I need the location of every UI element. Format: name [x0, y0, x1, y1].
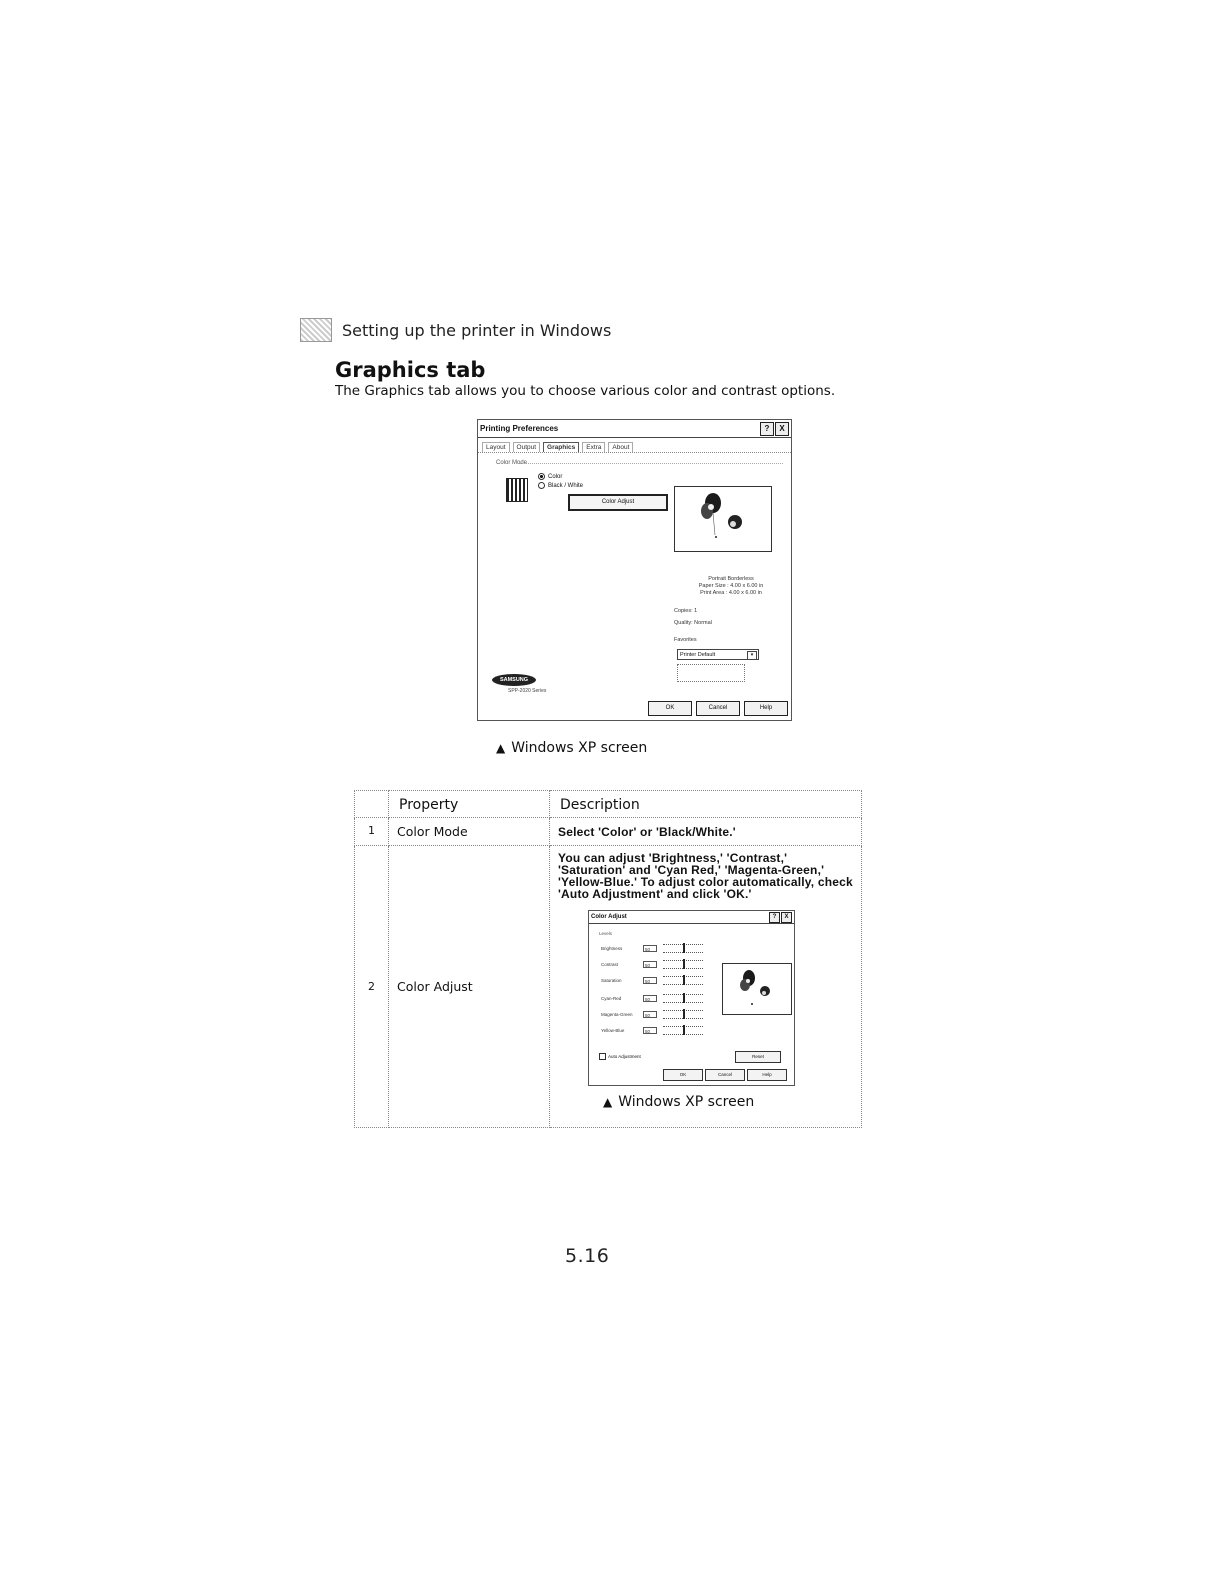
slider-label: Magenta-Green: [601, 1012, 633, 1017]
tab-output[interactable]: Output: [513, 442, 541, 452]
description-text: Select 'Color' or 'Black/White.': [558, 825, 736, 839]
ca-title: Color Adjust: [591, 914, 627, 920]
figure-caption: [603, 1094, 898, 1110]
slider-thumb[interactable]: [683, 1025, 685, 1035]
chevron-down-icon: ▾: [747, 651, 757, 660]
tab-layout[interactable]: Layout: [482, 442, 510, 452]
ca-titlebar: [589, 911, 794, 924]
radio-empty-icon: [538, 482, 545, 489]
triangle-icon: ▲: [603, 1095, 613, 1109]
table-header-row: [355, 791, 862, 818]
cancel-button[interactable]: Cancel: [696, 701, 740, 716]
section-intro: The Graphics tab allows you to choose various color and contrast options.: [335, 383, 836, 399]
radio-bw-label: Black / White: [548, 482, 584, 489]
quality-text: Quality: Normal: [674, 620, 712, 626]
color-adjust-dialog: [588, 910, 795, 1086]
samsung-logo: SAMSUNG: [492, 674, 536, 686]
slider-value-input[interactable]: 50: [643, 1011, 657, 1018]
slider-thumb[interactable]: [683, 993, 685, 1003]
preview-image: [723, 964, 791, 1014]
slider-thumb[interactable]: [683, 975, 685, 985]
cancel-button[interactable]: Cancel: [705, 1069, 745, 1081]
row-description: [550, 818, 862, 846]
tab-graphics[interactable]: Graphics: [543, 442, 579, 452]
dialog-title: Printing Preferences: [480, 424, 559, 433]
cyan-red-slider[interactable]: [663, 994, 703, 1003]
caption-text: Windows XP screen: [618, 1094, 755, 1110]
ok-button[interactable]: OK: [663, 1069, 703, 1081]
slider-value-input[interactable]: 50: [643, 961, 657, 968]
color-adjust-button[interactable]: Color Adjust: [568, 494, 668, 511]
auto-adjustment-label: Auto Adjustment: [608, 1054, 641, 1059]
copies-text: Copies: 1: [674, 608, 698, 614]
section-heading: Graphics tab: [335, 358, 486, 382]
page-number: 5.16: [565, 1245, 610, 1267]
slider-label: Brightness: [601, 946, 623, 951]
print-preview: [674, 486, 772, 552]
row-number: 2: [355, 846, 389, 1128]
paper-info: [676, 576, 786, 597]
preview-image: [675, 487, 771, 551]
contrast-slider[interactable]: [663, 960, 703, 969]
radio-color-label: Color: [548, 473, 563, 480]
yellow-blue-slider[interactable]: [663, 1026, 703, 1035]
saturation-slider[interactable]: [663, 976, 703, 985]
checkbox-icon: [599, 1053, 606, 1060]
slider-value-input[interactable]: 50: [643, 1027, 657, 1034]
color-mode-label: Color Mode: [496, 460, 528, 466]
color-preview: [722, 963, 792, 1015]
dialog-tabs: [478, 438, 791, 453]
slider-thumb[interactable]: [683, 1009, 685, 1019]
magenta-green-slider[interactable]: [663, 1010, 703, 1019]
slider-label: Cyan-Red: [601, 996, 622, 1001]
help-icon[interactable]: ?: [769, 912, 780, 923]
header-num-cell: [355, 791, 389, 818]
figure-caption: [496, 740, 647, 756]
auto-adjustment-checkbox[interactable]: [599, 1053, 641, 1060]
property-table: [354, 790, 862, 1128]
slider-row-brightness: [601, 944, 703, 953]
group-divider: [518, 463, 783, 464]
description-text: You can adjust 'Brightness,' 'Contrast,' 'Saturation' and 'Cyan Red,' 'Magenta-Green,' 'Yellow-Blue.' To adjust color automatically, check 'Auto Adjustment' and click 'OK.': [558, 851, 853, 901]
slider-thumb[interactable]: [683, 943, 685, 953]
slider-value-input[interactable]: 50: [643, 995, 657, 1002]
help-icon[interactable]: ?: [760, 422, 774, 436]
favorites-label: Favorites: [674, 637, 697, 643]
dialog-titlebar: [478, 420, 791, 438]
radio-black-white[interactable]: [538, 482, 583, 489]
caption-text: Windows XP screen: [511, 740, 648, 756]
levels-label: Levels: [599, 931, 613, 936]
chapter-header: [300, 318, 611, 342]
slider-row-contrast: [601, 960, 703, 969]
slider-value-input[interactable]: 50: [643, 945, 657, 952]
table-row: [355, 818, 862, 846]
brightness-slider[interactable]: [663, 944, 703, 953]
favorites-input[interactable]: [677, 664, 745, 682]
slider-row-yellow-blue: [601, 1026, 703, 1035]
close-icon[interactable]: X: [781, 912, 792, 923]
tab-extra[interactable]: Extra: [582, 442, 605, 452]
header-description: Description: [550, 791, 862, 818]
slider-row-magenta-green: [601, 1010, 703, 1019]
help-button[interactable]: Help: [744, 701, 788, 716]
row-property: Color Mode: [389, 818, 550, 846]
orientation-text: Portrait Borderless: [708, 576, 754, 582]
radio-selected-icon: [538, 473, 545, 480]
slider-label: Saturation: [601, 978, 622, 983]
row-property: Color Adjust: [389, 846, 550, 1128]
slider-row-cyan-red: [601, 994, 703, 1003]
header-property: Property: [389, 791, 550, 818]
favorites-select[interactable]: [677, 649, 759, 660]
ok-button[interactable]: OK: [648, 701, 692, 716]
radio-color[interactable]: [538, 473, 562, 480]
help-button[interactable]: Help: [747, 1069, 787, 1081]
printer-icon: [506, 478, 528, 502]
print-area-text: Print Area : 4.00 x 6.00 in: [700, 590, 762, 596]
printer-model: SPP-2020 Series: [508, 688, 547, 694]
slider-row-saturation: [601, 976, 703, 985]
reset-button[interactable]: Reset: [735, 1051, 781, 1063]
favorites-value: Printer Default: [680, 652, 716, 658]
row-description: [550, 846, 862, 1128]
printing-preferences-dialog: [477, 419, 792, 721]
paper-size-text: Paper Size : 4.00 x 6.00 in: [698, 583, 764, 589]
chapter-title: Setting up the printer in Windows: [342, 320, 612, 340]
slider-label: Yellow-Blue: [601, 1028, 625, 1033]
table-row: [355, 846, 862, 1128]
slider-value-input[interactable]: 50: [643, 977, 657, 984]
slider-thumb[interactable]: [683, 959, 685, 969]
slider-label: Contrast: [601, 962, 619, 967]
chapter-icon: [300, 318, 332, 342]
row-number: 1: [355, 818, 389, 846]
close-icon[interactable]: X: [775, 422, 789, 436]
tab-about[interactable]: About: [608, 442, 633, 452]
triangle-icon: ▲: [496, 741, 506, 755]
